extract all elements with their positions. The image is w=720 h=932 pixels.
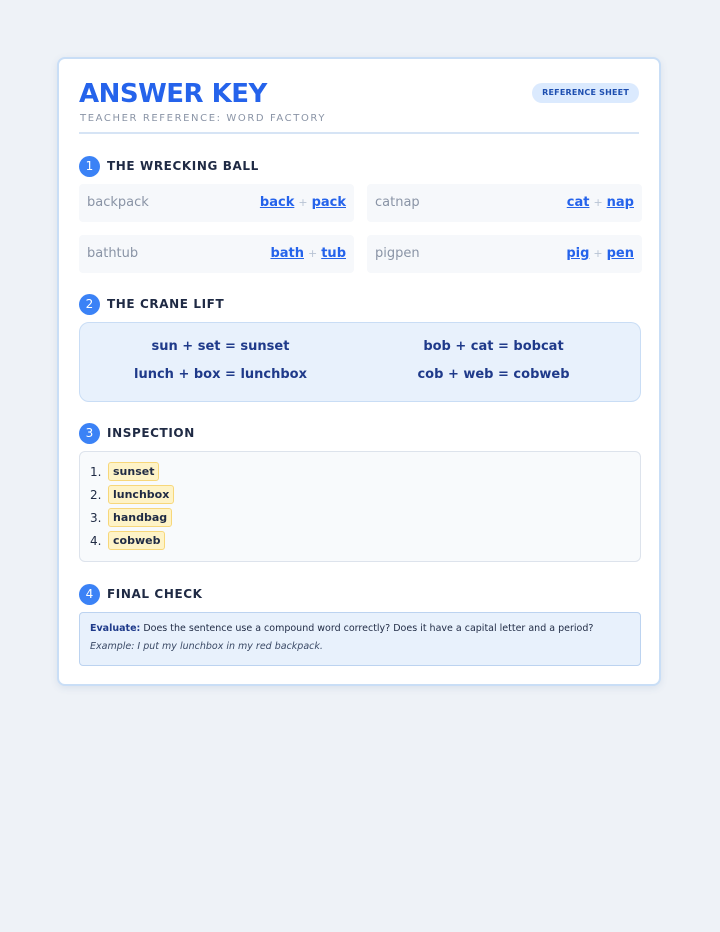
word-split xyxy=(270,246,346,261)
final-check-box xyxy=(79,612,641,666)
list-number: 2. xyxy=(90,488,102,502)
page-subtitle: TEACHER REFERENCE: WORD FACTORY xyxy=(80,113,327,124)
section-title: INSPECTION xyxy=(107,426,195,440)
evaluate-criteria xyxy=(90,623,593,634)
evaluate-label: Evaluate: xyxy=(90,623,141,634)
word-part: pen xyxy=(606,246,634,261)
section-number-badge: 1 xyxy=(79,156,100,177)
wrecking-ball-item xyxy=(367,184,642,222)
highlighted-word: handbag xyxy=(108,508,172,527)
page-title: ANSWER KEY xyxy=(79,79,267,109)
word-part: pig xyxy=(566,246,590,261)
compound-word: pigpen xyxy=(375,246,420,261)
plus-sign: + xyxy=(593,196,603,209)
equation: bob + cat = bobcat xyxy=(423,339,564,354)
word-part: tub xyxy=(321,246,346,261)
plus-sign: + xyxy=(298,196,308,209)
section-number-badge: 2 xyxy=(79,294,100,315)
section-title: THE WRECKING BALL xyxy=(107,159,259,173)
word-split xyxy=(260,195,346,210)
word-part: bath xyxy=(270,246,304,261)
section-number-badge: 4 xyxy=(79,584,100,605)
plus-sign: + xyxy=(593,247,603,260)
word-part: back xyxy=(259,195,295,210)
wrecking-ball-item xyxy=(79,235,354,273)
word-part: cat xyxy=(566,195,590,210)
compound-word: bathtub xyxy=(87,246,139,261)
reference-sheet-badge: REFERENCE SHEET xyxy=(532,83,639,103)
equation: sun + set = sunset xyxy=(151,339,290,354)
evaluate-text: Does the sentence use a compound word correctly? Does it have a capital letter and a period? xyxy=(140,623,594,634)
section-number-badge: 3 xyxy=(79,423,100,444)
list-number: 3. xyxy=(90,511,102,525)
equation: cob + web = cobweb xyxy=(417,367,570,382)
word-split xyxy=(567,195,634,210)
inspection-list xyxy=(79,451,641,562)
word-part: pack xyxy=(311,195,346,210)
crane-lift-panel xyxy=(79,322,641,402)
answer-key-card xyxy=(57,57,661,686)
list-number: 4. xyxy=(90,534,102,548)
equation: lunch + box = lunchbox xyxy=(134,367,307,382)
wrecking-ball-item xyxy=(79,184,354,222)
list-number: 1. xyxy=(90,465,102,479)
highlighted-word: cobweb xyxy=(108,531,165,550)
example-sentence: Example: I put my lunchbox in my red backpack. xyxy=(90,641,323,652)
highlighted-word: lunchbox xyxy=(108,485,174,504)
header-divider xyxy=(79,132,639,134)
word-split xyxy=(566,246,634,261)
highlighted-word: sunset xyxy=(108,462,159,481)
wrecking-ball-item xyxy=(367,235,642,273)
plus-sign: + xyxy=(308,247,318,260)
compound-word: backpack xyxy=(87,195,149,210)
section-title: THE CRANE LIFT xyxy=(107,297,225,311)
word-part: nap xyxy=(606,195,634,210)
section-title: FINAL CHECK xyxy=(107,587,203,601)
compound-word: catnap xyxy=(375,195,420,210)
